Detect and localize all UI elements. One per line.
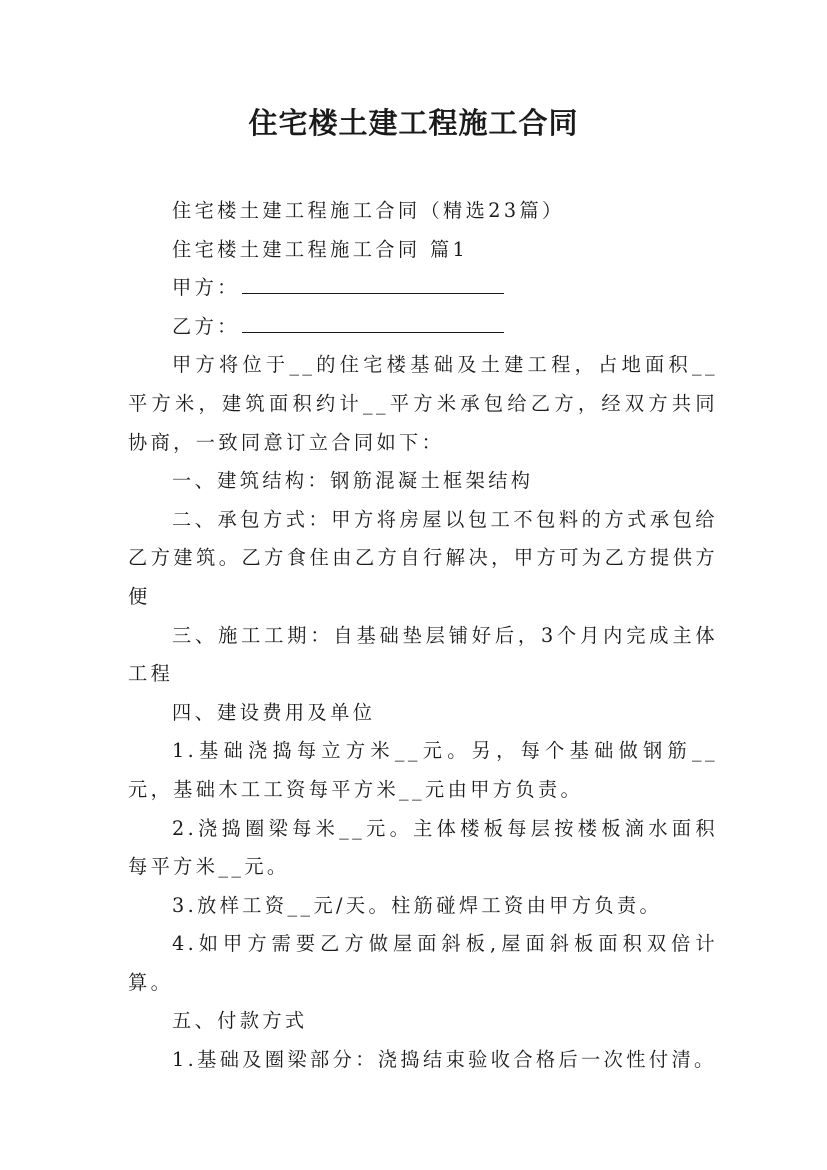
paragraph-subtitle: 住宅楼土建工程施工合同（精选23篇）	[172, 199, 565, 222]
party-b-label: 乙方：	[172, 314, 240, 338]
paragraph-item-4-3: 3.放样工资__元/天。柱筋碰焊工资由甲方负责。	[172, 893, 663, 917]
paragraph-clause-3: 三、施工工期：自基础垫层铺好后，3个月内完成主体工程	[128, 623, 718, 686]
paragraph-item-4-2: 2.浇捣圈梁每米__元。主体楼板每层按楼板滴水面积每平方米__元。	[128, 816, 718, 879]
document-body	[128, 192, 718, 1080]
paragraph-clause-1: 一、建筑结构：钢筋混凝土框架结构	[172, 469, 534, 493]
paragraph-item-4-1: 1.基础浇捣每立方米__元。另，每个基础做钢筋__元，基础木工工资每平方米__元由甲方负责。	[128, 739, 718, 801]
party-b-line	[128, 308, 718, 347]
party-a-line	[128, 269, 718, 308]
document-title: 住宅楼土建工程施工合同	[248, 106, 579, 140]
paragraph-clause-4: 四、建设费用及单位	[172, 700, 376, 724]
paragraph-item-4-4: 4.如甲方需要乙方做屋面斜板,屋面斜板面积双倍计算。	[128, 932, 718, 994]
party-a-blank	[242, 273, 504, 294]
party-a-label: 甲方：	[172, 276, 240, 300]
paragraph-item-5-1: 1.基础及圈梁部分：浇捣结束验收合格后一次性付清。	[172, 1048, 717, 1072]
paragraph-clause-5: 五、付款方式	[172, 1009, 308, 1033]
paragraph-intro: 甲方将位于__的住宅楼基础及土建工程，占地面积__平方米，建筑面积约计__平方米承包给乙方，经双方共同协商，一致同意订立合同如下：	[128, 353, 718, 454]
paragraph-clause-2: 二、承包方式：甲方将房屋以包工不包料的方式承包给乙方建筑。乙方食住由乙方自行解决，甲方可为乙方提供方便	[128, 507, 718, 608]
party-b-blank	[242, 312, 504, 333]
paragraph-section-heading: 住宅楼土建工程施工合同 篇1	[172, 237, 469, 261]
